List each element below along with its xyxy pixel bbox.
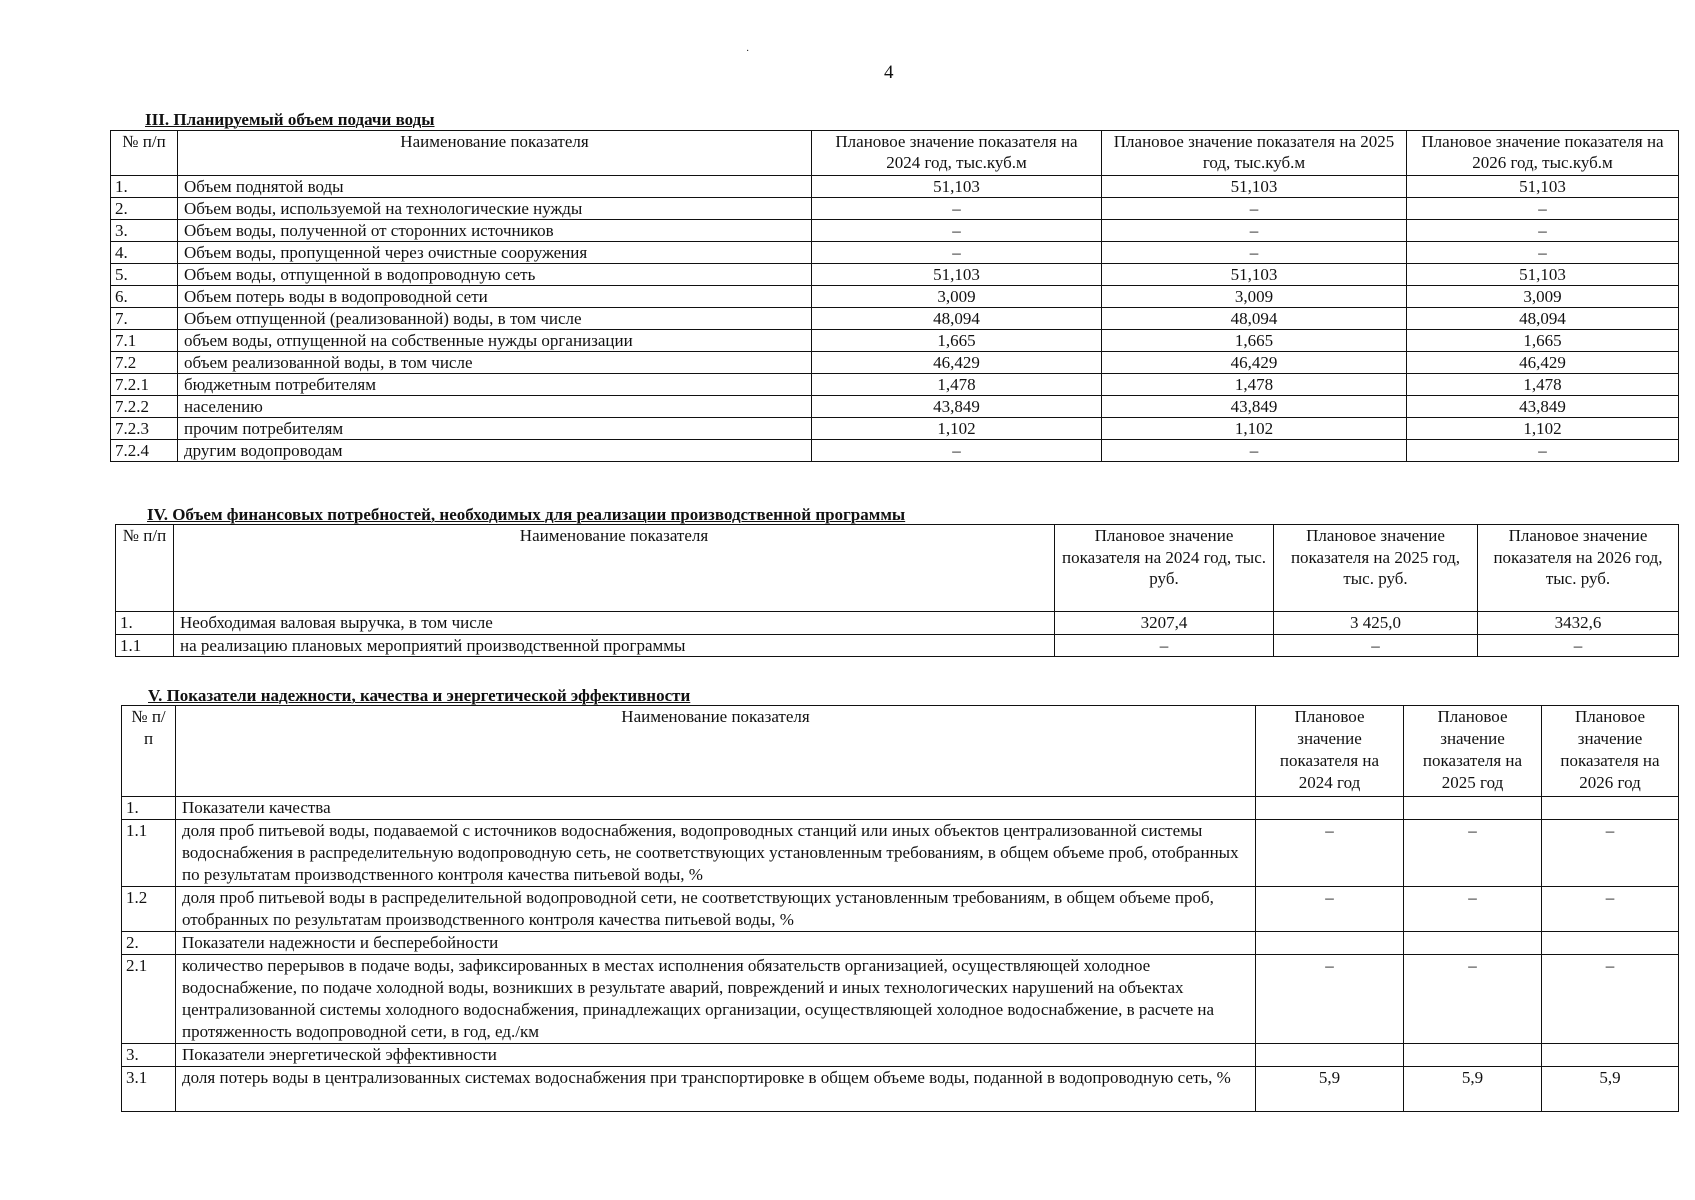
- row-number: 7.2.3: [111, 418, 178, 440]
- row-name: Объем отпущенной (реализованной) воды, в том числе: [178, 308, 812, 330]
- value-2024: 3207,4: [1055, 612, 1274, 635]
- row-name: прочим потребителям: [178, 418, 812, 440]
- row-number: 3.: [111, 220, 178, 242]
- value-2026: [1542, 1044, 1679, 1067]
- value-2025: 51,103: [1102, 264, 1407, 286]
- financial-needs-table: [115, 524, 1679, 657]
- table-row: [122, 797, 1679, 820]
- value-2026: 3432,6: [1478, 612, 1679, 635]
- value-2024: –: [1256, 955, 1404, 1044]
- row-number: 1.: [111, 176, 178, 198]
- row-name: Показатели качества: [176, 797, 1256, 820]
- reliability-quality-table: [121, 705, 1679, 1112]
- value-2025: 1,665: [1102, 330, 1407, 352]
- value-2024: –: [812, 198, 1102, 220]
- value-2026: [1542, 797, 1679, 820]
- row-number: 1.1: [122, 820, 176, 887]
- section3-title: III. Планируемый объем подачи воды: [145, 110, 435, 129]
- value-2025: [1404, 1044, 1542, 1067]
- row-name: Показатели надежности и бесперебойности: [176, 932, 1256, 955]
- value-2026: 1,665: [1407, 330, 1679, 352]
- value-2024: 51,103: [812, 176, 1102, 198]
- value-2024: 48,094: [812, 308, 1102, 330]
- table-row: [122, 887, 1679, 932]
- scan-dot: ·: [746, 46, 750, 57]
- table-row: [111, 352, 1679, 374]
- table-row: [111, 242, 1679, 264]
- row-number: 1.1: [116, 634, 174, 657]
- row-number: 1.: [116, 612, 174, 635]
- value-2025: 51,103: [1102, 176, 1407, 198]
- value-2026: 46,429: [1407, 352, 1679, 374]
- value-2024: –: [1055, 634, 1274, 657]
- value-2026: –: [1407, 440, 1679, 462]
- section5-title: V. Показатели надежности, качества и энергетической эффективности: [148, 686, 691, 705]
- value-2025: –: [1404, 887, 1542, 932]
- header-row: [122, 706, 1679, 797]
- row-number: 2.: [111, 198, 178, 220]
- header-2024: Плановое значение показателя на 2024 год: [1256, 706, 1404, 797]
- row-name: объем воды, отпущенной на собственные нужды организации: [178, 330, 812, 352]
- row-number: 1.: [122, 797, 176, 820]
- row-number: 5.: [111, 264, 178, 286]
- value-2025: –: [1102, 440, 1407, 462]
- row-name: Объем воды, используемой на технологические нужды: [178, 198, 812, 220]
- value-2026: 1,478: [1407, 374, 1679, 396]
- water-supply-table: [110, 130, 1679, 462]
- value-2026: 48,094: [1407, 308, 1679, 330]
- value-2024: 46,429: [812, 352, 1102, 374]
- value-2024: 3,009: [812, 286, 1102, 308]
- value-2025: [1404, 932, 1542, 955]
- header-name: Наименование показателя: [178, 131, 812, 176]
- value-2026: –: [1542, 955, 1679, 1044]
- value-2024: [1256, 932, 1404, 955]
- value-2025: –: [1102, 198, 1407, 220]
- row-name: на реализацию плановых мероприятий производственной программы: [174, 634, 1055, 657]
- row-number: 7.: [111, 308, 178, 330]
- row-name: Объем поднятой воды: [178, 176, 812, 198]
- header-2025: Плановое значение показателя на 2025 год, тыс. руб.: [1274, 525, 1478, 612]
- row-name: бюджетным потребителям: [178, 374, 812, 396]
- value-2026: 43,849: [1407, 396, 1679, 418]
- value-2025: 1,478: [1102, 374, 1407, 396]
- row-name: Объем потерь воды в водопроводной сети: [178, 286, 812, 308]
- header-row: [116, 525, 1679, 612]
- value-2025: 1,102: [1102, 418, 1407, 440]
- value-2025: –: [1102, 220, 1407, 242]
- row-number: 7.2.1: [111, 374, 178, 396]
- row-number: 7.2: [111, 352, 178, 374]
- section4-title: IV. Объем финансовых потребностей, необходимых для реализации производственной программы: [147, 505, 906, 524]
- value-2025: 3,009: [1102, 286, 1407, 308]
- value-2024: –: [812, 242, 1102, 264]
- row-name: Объем воды, полученной от сторонних источников: [178, 220, 812, 242]
- row-name: доля потерь воды в централизованных системах водоснабжения при транспортировке в общем объеме воды, поданной в водопроводную сеть, %: [176, 1067, 1256, 1112]
- value-2024: [1256, 797, 1404, 820]
- header-name: Наименование показателя: [174, 525, 1055, 612]
- table-row: [111, 220, 1679, 242]
- table-row: [111, 330, 1679, 352]
- table-row: [111, 308, 1679, 330]
- value-2024: –: [812, 220, 1102, 242]
- value-2025: –: [1274, 634, 1478, 657]
- header-row: [111, 131, 1679, 176]
- value-2025: –: [1404, 820, 1542, 887]
- value-2025: –: [1102, 242, 1407, 264]
- table-row: [111, 396, 1679, 418]
- row-name: Показатели энергетической эффективности: [176, 1044, 1256, 1067]
- value-2026: –: [1478, 634, 1679, 657]
- value-2024: –: [1256, 887, 1404, 932]
- header-2025: Плановое значение показателя на 2025 год: [1404, 706, 1542, 797]
- value-2024: 1,665: [812, 330, 1102, 352]
- value-2024: 1,478: [812, 374, 1102, 396]
- value-2024: –: [1256, 820, 1404, 887]
- row-number: 3.1: [122, 1067, 176, 1112]
- row-name: Необходимая валовая выручка, в том числе: [174, 612, 1055, 635]
- row-name: другим водопроводам: [178, 440, 812, 462]
- table-row: [122, 932, 1679, 955]
- header-2025: Плановое значение показателя на 2025 год, тыс.куб.м: [1102, 131, 1407, 176]
- value-2024: –: [812, 440, 1102, 462]
- row-name: количество перерывов в подаче воды, зафиксированных в местах исполнения обязательств организацией, осуществляющей холодное водоснабжение, по подаче холодной воды, возникших в результате аварий, повреждений и иных технологических нарушений на объектах централизованной системы холодного водоснабжения, принадлежащих организации, осуществляющей холодное водоснабжение, в расчете на протяженность водопроводной сети, в год, ед./км: [176, 955, 1256, 1044]
- value-2024: 1,102: [812, 418, 1102, 440]
- header-no: № п/п: [116, 525, 174, 612]
- value-2026: –: [1542, 820, 1679, 887]
- table-row: [111, 176, 1679, 198]
- value-2026: –: [1542, 887, 1679, 932]
- table-row: [111, 418, 1679, 440]
- row-number: 7.2.4: [111, 440, 178, 462]
- value-2025: 3 425,0: [1274, 612, 1478, 635]
- value-2024: [1256, 1044, 1404, 1067]
- value-2026: –: [1407, 242, 1679, 264]
- value-2025: 46,429: [1102, 352, 1407, 374]
- page-number: 4: [884, 62, 894, 83]
- row-name: объем реализованной воды, в том числе: [178, 352, 812, 374]
- value-2025: [1404, 797, 1542, 820]
- header-2026: Плановое значение показателя на 2026 год, тыс. руб.: [1478, 525, 1679, 612]
- value-2025: 43,849: [1102, 396, 1407, 418]
- value-2026: 3,009: [1407, 286, 1679, 308]
- row-name: доля проб питьевой воды, подаваемой с источников водоснабжения, водопроводных станций или иных объектов централизованной системы водоснабжения в распределительную водопроводную сеть, не соответствующих установленным требованиям, в общем объеме проб, отобранных по результатам производственного контроля качества питьевой воды, %: [176, 820, 1256, 887]
- table-row: [122, 1044, 1679, 1067]
- row-name: населению: [178, 396, 812, 418]
- value-2025: 48,094: [1102, 308, 1407, 330]
- row-number: 2.1: [122, 955, 176, 1044]
- table-row: [111, 198, 1679, 220]
- table-row: [116, 612, 1679, 635]
- header-name: Наименование показателя: [176, 706, 1256, 797]
- header-no: № п/п: [111, 131, 178, 176]
- value-2026: –: [1407, 220, 1679, 242]
- value-2025: 5,9: [1404, 1067, 1542, 1112]
- value-2026: 5,9: [1542, 1067, 1679, 1112]
- row-number: 3.: [122, 1044, 176, 1067]
- header-2024: Плановое значение показателя на 2024 год, тыс.куб.м: [812, 131, 1102, 176]
- header-no: № п/п: [122, 706, 176, 797]
- value-2026: –: [1407, 198, 1679, 220]
- table-row: [116, 634, 1679, 657]
- header-2026: Плановое значение показателя на 2026 год, тыс.куб.м: [1407, 131, 1679, 176]
- table-row: [122, 820, 1679, 887]
- table-row: [111, 374, 1679, 396]
- table-row: [111, 264, 1679, 286]
- header-2026: Плановое значение показателя на 2026 год: [1542, 706, 1679, 797]
- value-2026: [1542, 932, 1679, 955]
- table-row: [111, 286, 1679, 308]
- header-2024: Плановое значение показателя на 2024 год, тыс. руб.: [1055, 525, 1274, 612]
- table-row: [122, 955, 1679, 1044]
- value-2024: 51,103: [812, 264, 1102, 286]
- row-name: доля проб питьевой воды в распределительной водопроводной сети, не соответствующих установленным требованиям, в общем объеме проб, отобранных по результатам производственного контроля качества питьевой воды, %: [176, 887, 1256, 932]
- value-2026: 51,103: [1407, 264, 1679, 286]
- row-number: 7.1: [111, 330, 178, 352]
- row-number: 4.: [111, 242, 178, 264]
- row-number: 7.2.2: [111, 396, 178, 418]
- row-number: 2.: [122, 932, 176, 955]
- value-2025: –: [1404, 955, 1542, 1044]
- value-2024: 5,9: [1256, 1067, 1404, 1112]
- row-number: 1.2: [122, 887, 176, 932]
- row-name: Объем воды, отпущенной в водопроводную сеть: [178, 264, 812, 286]
- value-2024: 43,849: [812, 396, 1102, 418]
- value-2026: 1,102: [1407, 418, 1679, 440]
- row-number: 6.: [111, 286, 178, 308]
- row-name: Объем воды, пропущенной через очистные сооружения: [178, 242, 812, 264]
- value-2026: 51,103: [1407, 176, 1679, 198]
- table-row: [111, 440, 1679, 462]
- table-row: [122, 1067, 1679, 1112]
